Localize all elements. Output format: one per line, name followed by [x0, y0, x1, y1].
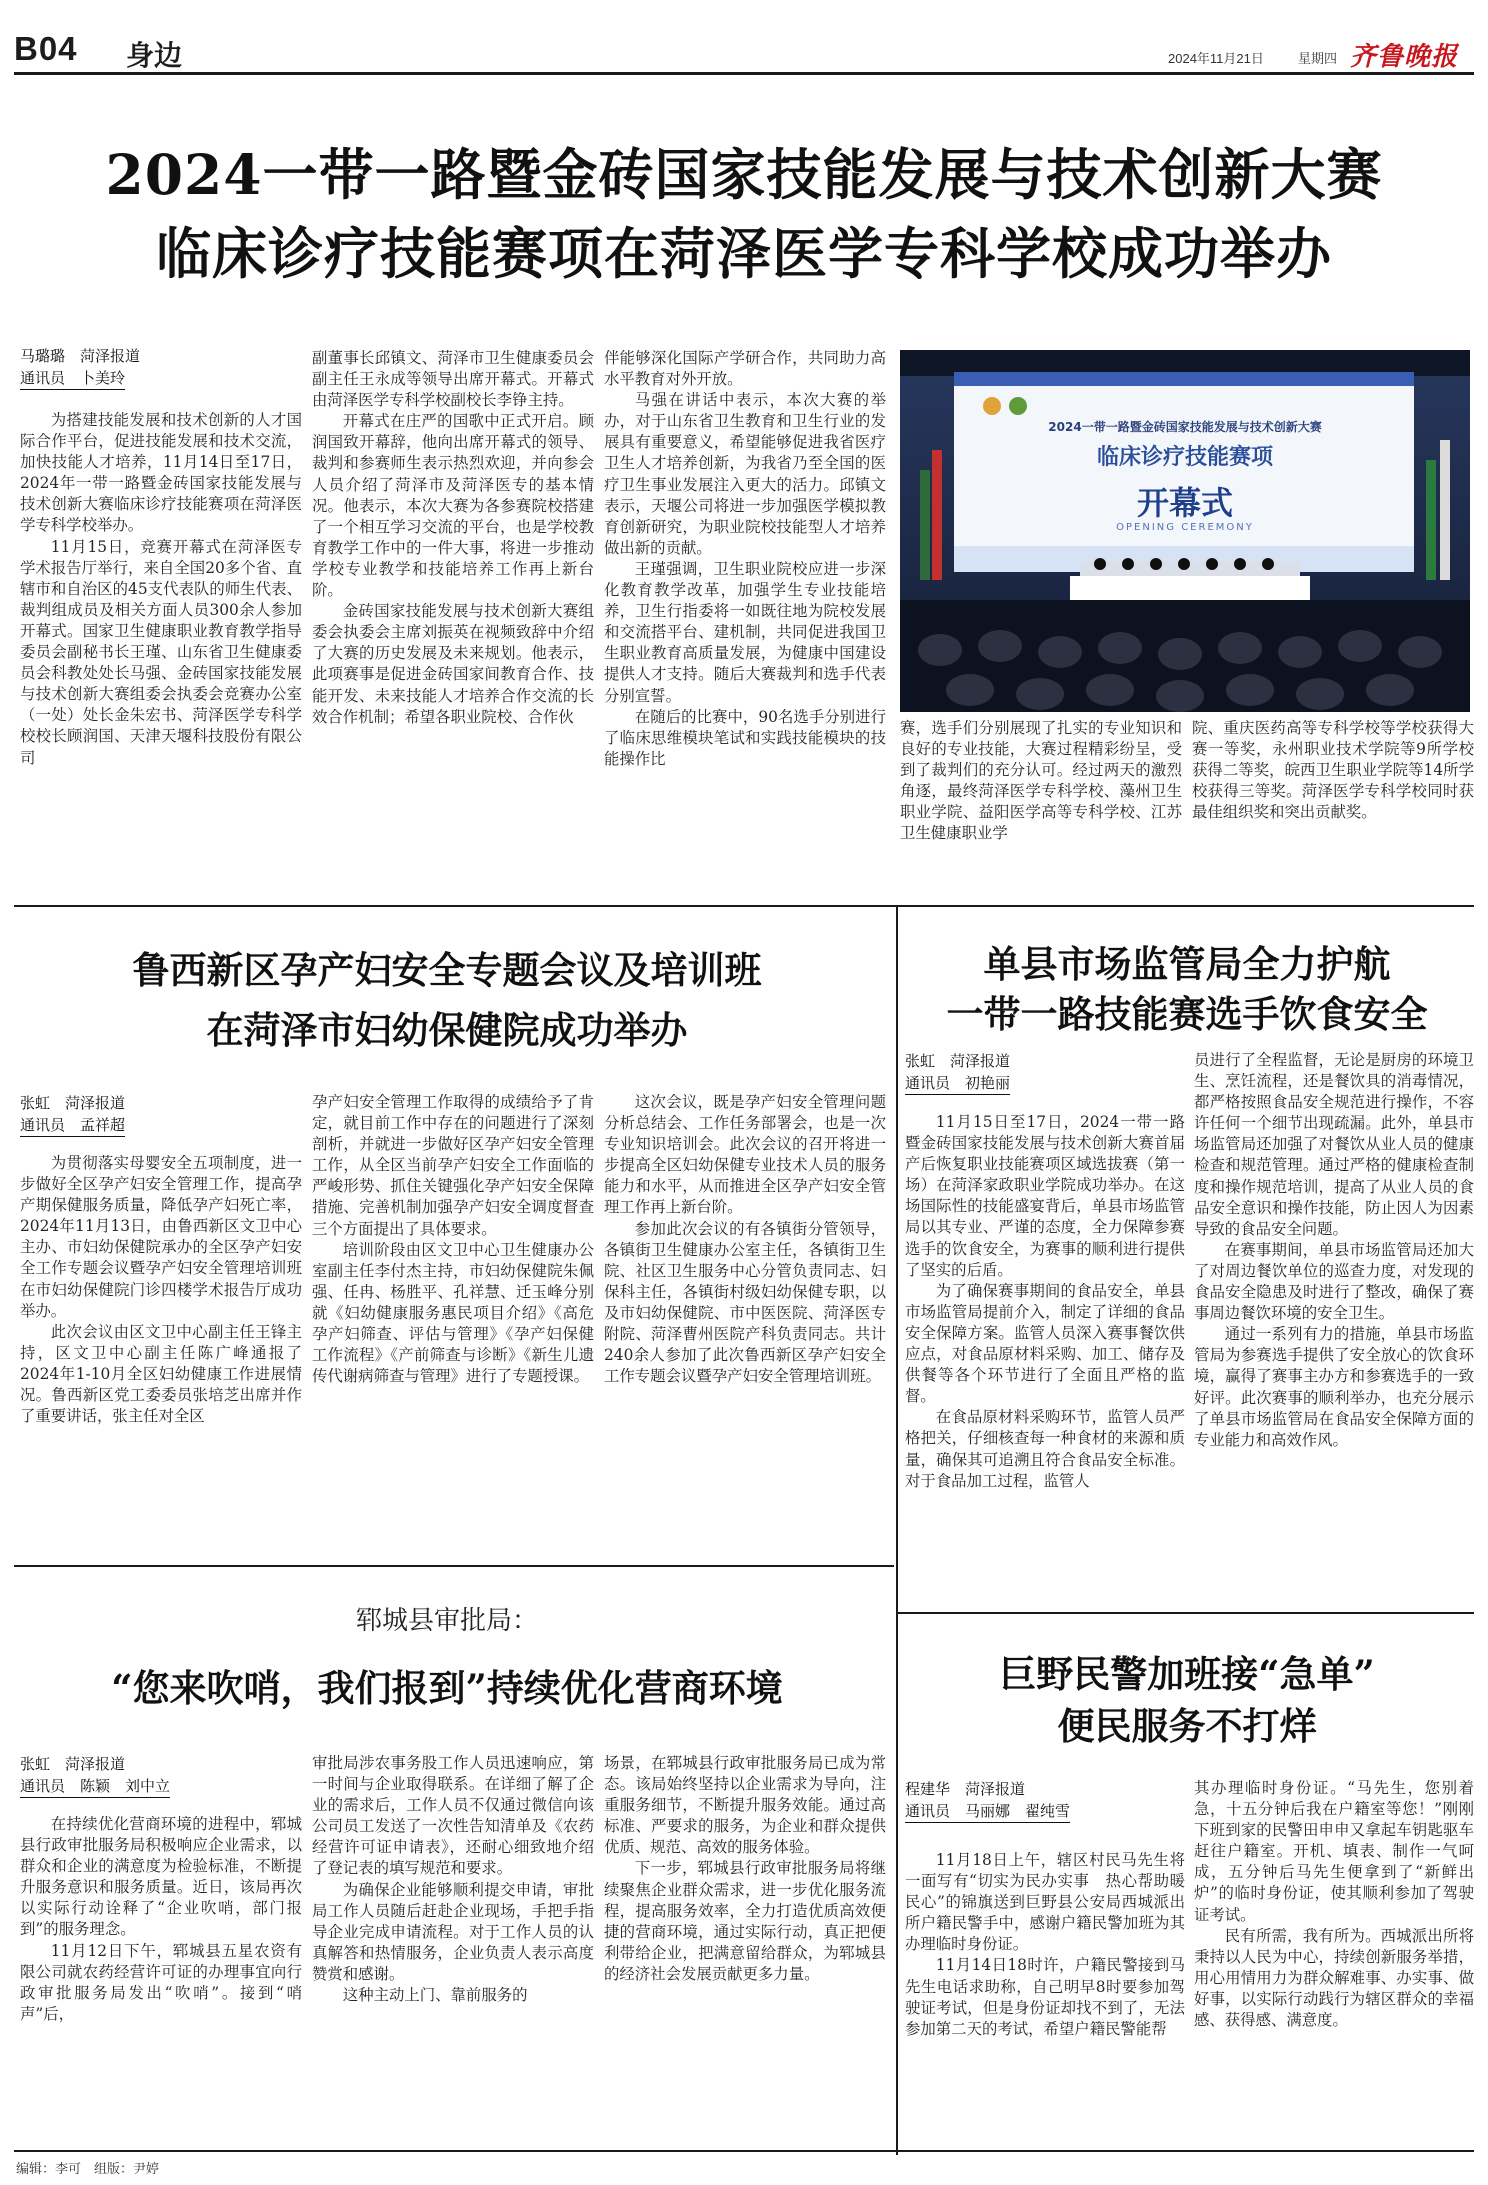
paragraph: 赛，选手们分别展现了扎实的专业知识和良好的专业技能，大赛过程精彩纷呈，受到了裁判们的充分认可。经过两天的激烈角逐，最终菏泽医学专科学校、藻州卫生职业学院、益阳医学高等专科学校、江苏卫生健康职业学 [900, 719, 1182, 843]
paragraph: 这种主动上门、靠前服务的 [342, 1986, 528, 2005]
paragraph: 在持续优化营商环境的进程中，郓城县行政审批服务局积极响应企业需求，以群众和企业的满意度为检验标准，不断提升服务意识和服务质量。近日，该局再次以实际行动诠释了“企业吹哨，部门报到”的服务理念。 [20, 1815, 302, 1939]
article2-column-3 [604, 1092, 886, 1548]
paragraph: 审批局涉农事务股工作人员迅速响应，第一时间与企业取得联系。在详细了解了企业的需求后，工作人员不仅通过微信向该公司员工发送了一次性告知清单及《农药经营许可证申请表》，还耐心细致地介绍了登记表的填写规范和要求。 [312, 1754, 594, 1878]
article1-column-5 [1192, 718, 1474, 888]
paragraph: 开幕式在庄严的国歌中正式开启。顾润国致开幕辞，他向出席开幕式的领导、裁判和参赛师生表示热烈欢迎，并向参会人员介绍了菏泽市及菏泽医专的基本情况。他表示，本次大赛为各参赛院校搭建了一个相互学习交流的平台，也是学校教育教学工作中的一件大事，将进一步推动学校专业教学和技能培养工作再上新台阶。 [312, 412, 594, 600]
banner-text-3: 开幕式 [1136, 484, 1233, 522]
paragraph: 员进行了全程监督，无论是厨房的环境卫生、烹饪流程，还是餐饮具的消毒情况，都严格按照食品安全规范进行操作，不容许任何一个细节出现疏漏。此外，单县市场监管局还加强了对餐饮从业人员的健康检查和规范管理。通过严格的健康检查制度和操作规范培训，提高了从业人员的食品安全意识和操作技能，防止因人为因素导致的食品安全问题。 [1194, 1051, 1474, 1238]
article5-column-2 [1194, 1778, 1474, 2126]
article2-column-1 [20, 1153, 302, 1548]
paragraph: 11月15日，竞赛开幕式在菏泽医专学术报告厅举行，来自全国20多个省、直辖市和自治区的45支代表队的师生代表、裁判组成员及相关方面人员300余人参加开幕式。国家卫生健康职业教育教学指导委员会副秘书长王瑾、山东省卫生健康委员会科教处处长马强、金砖国家技能发展与技术创新大赛组委会执委会竞赛办公室（一处）处长金朱宏书、菏泽医学专科学校校长顾润国、天津天堰科技股份有限公司 [20, 537, 302, 767]
article4-kicker: 郓城县审批局： [355, 1606, 538, 1636]
paragraph: 11月12日下午，郓城县五星农资有限公司就农药经营许可证的办理事宜向行政审批服务局发出“吹哨”。接到“哨声”后， [20, 1941, 302, 2023]
article3-byline [905, 1050, 1180, 1095]
paragraph: 场景，在郓城县行政审批服务局已成为常态。该局始终坚持以企业需求为导向，注重服务细节，不断提升服务效能。通过高标准、严要求的服务，为企业和群众提供优质、规范、高效的服务体验。 [604, 1754, 886, 1857]
paragraph: 为确保企业能够顺利提交申请，审批局工作人员随后赶赴企业现场，手把手指导企业完成申请流程。对于工作人员的认真解答和热情服务，企业负责人表示高度赞赏和感谢。 [312, 1880, 594, 1983]
issue-weekday: 星期四 [1298, 51, 1338, 66]
article2-column-2 [312, 1092, 594, 1548]
banner-text-4: OPENING CEREMONY [1116, 522, 1254, 533]
article3-title-line2: 一带一路技能赛选手饮食安全 [946, 992, 1428, 1036]
section-name: 身边 [126, 39, 183, 72]
paragraph: 这次会议，既是孕产妇安全管理问题分析总结会、工作任务部署会，也是一次专业知识培训会。此次会议的召开将进一步提高全区妇幼保健专业技术人员的服务能力和水平，从而推进全区孕产妇安全管理工作再上新台阶。 [604, 1093, 886, 1217]
byline-reporter: 张虹 菏泽报道 [20, 1755, 126, 1773]
article4-column-1 [20, 1814, 302, 2126]
paragraph: 通过一系列有力的措施，单县市场监管局为参赛选手提供了安全放心的饮食环境，赢得了赛事主办方和参赛选手的一致好评。此次赛事的顺利举办，也充分展示了单县市场监管局在食品安全保障方面的专业能力和高效作风。 [1194, 1325, 1474, 1449]
article1-title-line1: 2024一带一路暨金砖国家技能发展与技术创新大赛 [105, 142, 1383, 207]
byline-correspondent: 通讯员 马丽娜 翟纯雪 [905, 1800, 1070, 1823]
article4-column-3 [604, 1753, 886, 2126]
paragraph: 下一步，郓城县行政审批服务局将继续聚焦企业群众需求，进一步优化服务流程，提高服务效率，全力打造优质高效便捷的营商环境，通过实际行动，真正把便利带给企业，把满意留给群众，为郓城县的经济社会发展贡献更多力量。 [604, 1859, 886, 1983]
article2-title-line1: 鲁西新区孕产妇安全专题会议及培训班 [132, 948, 762, 992]
paragraph: 在赛事期间，单县市场监管局还加大了对周边餐饮单位的巡查力度，对发现的食品安全隐患及时进行了整改，确保了赛事周边餐饮环境的安全卫生。 [1194, 1240, 1474, 1323]
article5-title-line1: 巨野民警加班接“急单” [999, 1652, 1375, 1696]
paragraph: 王瑾强调，卫生职业院校应进一步深化教育教学改革，加强学生专业技能培养，卫生行指委将一如既往地为院校发展和交流搭平台、建机制，共同促进我国卫生职业教育高质量发展，为健康中国建设提供人才支持。随后大赛裁判和选手代表分别宣誓。 [604, 559, 886, 705]
article1-column-2 [312, 348, 594, 888]
byline-correspondent: 通讯员 孟祥超 [20, 1114, 125, 1137]
paragraph: 为了确保赛事期间的食品安全，单县市场监管局提前介入，制定了详细的食品安全保障方案。监管人员深入赛事餐饮供应点，对食品原材料采购、加工、储存及供餐等各个环节进行了全面且严格的监督。 [905, 1281, 1185, 1406]
article5-title-line2: 便民服务不打烊 [1057, 1704, 1317, 1748]
article2-title-line2: 在菏泽市妇幼保健院成功举办 [206, 1008, 688, 1052]
paragraph: 参加此次会议的有各镇街分管领导，各镇街卫生健康办公室主任，各镇街卫生院、社区卫生服务中心分管负责同志、妇保科主任，各镇街村级妇幼保健专职，以及市妇幼保健院、市中医医院、菏泽医专附院、菏泽曹州医院产科负责同志。共计240余人参加了此次鲁西新区孕产妇安全工作专题会议暨孕产妇安全管理培训班。 [604, 1219, 886, 1386]
article1-column-4 [900, 718, 1182, 888]
paragraph: 此次会议由区文卫中心副主任王锋主持，区文卫中心副主任陈广峰通报了2024年1-10月全区妇幼健康工作进展情况。鲁西新区党工委委员张培芝出席并作了重要讲话，张主任对全区 [20, 1322, 302, 1426]
banner-text-2: 临床诊疗技能赛项 [1096, 445, 1273, 470]
paragraph: 在食品原材料采购环节，监管人员严格把关，仔细核查每一种食材的来源和质量，确保其可追溯且符合食品安全标准。对于食品加工过程，监管人 [905, 1408, 1185, 1490]
paragraph: 其办理临时身份证。“马先生，您别着急，十五分钟后我在户籍室等您！”刚刚下班到家的民警田申申又拿起车钥匙驱车赶往户籍室。开机、填表、制作一气呵成，五分钟后马先生便拿到了“新鲜出炉”的临时身份证，使其顺利参加了驾驶证考试。 [1194, 1779, 1474, 1924]
byline-correspondent: 通讯员 卜美玲 [20, 367, 125, 390]
footer-rule [14, 2150, 1474, 2152]
article5-column-1 [905, 1850, 1185, 2126]
paragraph: 11月14日18时许，户籍民警接到马先生电话求助称，自己明早8时要参加驾驶证考试，但是身份证却找不到了，无法参加第二天的考试，希望户籍民警能帮 [905, 1956, 1185, 2038]
article1-byline [20, 345, 300, 390]
column-divider [896, 905, 898, 2155]
article2-byline [20, 1092, 300, 1137]
article1-title-line2: 临床诊疗技能赛项在菏泽医学专科学校成功举办 [155, 221, 1332, 286]
paragraph: 为贯彻落实母婴安全五项制度，进一步做好全区孕产妇安全管理工作，提高孕产期保健服务质量，降低孕产妇死亡率，2024年11月13日，由鲁西新区文卫中心主办、市妇幼保健院承办的全区孕产妇安全工作专题会议暨孕产妇安全管理培训班在市妇幼保健院门诊四楼学术报告厅成功举办。 [20, 1154, 302, 1320]
paragraph: 孕产妇安全管理工作取得的成绩给予了肯定，就目前工作中存在的问题进行了深刻剖析，并就进一步做好区孕产妇安全管理工作，从全区当前孕产妇安全工作面临的严峻形势、抓住关键强化孕产妇安全保障措施、完善机制加强孕产妇安全调度督查三个方面提出了具体要求。 [312, 1093, 594, 1238]
paragraph: 为搭建技能发展和技术创新的人才国际合作平台，促进技能发展和技术交流，加快技能人才培养，11月14日至17日，2024年一带一路暨金砖国家技能发展与技术创新大赛临床诊疗技能赛项在菏泽医学专科学校举办。 [20, 411, 302, 535]
byline-reporter: 马璐璐 菏泽报道 [20, 347, 141, 365]
article3-column-1 [905, 1112, 1185, 1597]
article3-title-line1: 单县市场监管局全力护航 [983, 942, 1391, 986]
article4-byline [20, 1753, 300, 1798]
page-number: B04 [14, 30, 78, 67]
byline-reporter: 程建华 菏泽报道 [905, 1780, 1026, 1798]
divider [14, 905, 1474, 907]
issue-date: 2024年11月21日 [1168, 51, 1264, 66]
footer-editor: 编辑：李可 组版：尹婷 [16, 2161, 160, 2176]
opening-ceremony-photo [900, 350, 1470, 712]
paragraph: 民有所需，我有所为。西城派出所将秉持以人民为中心，持续创新服务举措，用心用情用力为群众解难事、办实事、做好事，以实际行动践行为辖区群众的幸福感、获得感、满意度。 [1194, 1926, 1474, 2030]
newspaper-logo: 齐鲁晚报 [1350, 42, 1459, 72]
paragraph: 马强在讲话中表示，本次大赛的举办，对于山东省卫生教育和卫生行业的发展具有重要意义，希望能够促进我省医疗卫生人才培养创新，为我省乃至全国的医疗卫生事业发展注入更大的活力。邱镇文表示，天堰公司将进一步加强医学模拟教育创新研究，为职业院校技能型人才培养做出新的贡献。 [604, 391, 886, 557]
banner-text-1: 2024一带一路暨金砖国家技能发展与技术创新大赛 [1048, 420, 1322, 434]
article3-column-2 [1194, 1050, 1474, 1597]
paragraph: 在随后的比赛中，90名选手分别进行了临床思维模块笔试和实践技能模块的技能操作比 [604, 707, 886, 768]
article4-title: “您来吹哨，我们报到”持续优化营商环境 [111, 1666, 783, 1710]
divider [898, 1612, 1474, 1614]
byline-reporter: 张虹 菏泽报道 [905, 1052, 1011, 1070]
paragraph: 金砖国家技能发展与技术创新大赛组委会执委会主席刘振英在视频致辞中介绍了大赛的历史发展及未来规划。他表示，此项赛事是促进金砖国家间教育合作、技能开发、未来技能人才培养合作交流的长效合作机制；希望各职业院校、合作伙 [312, 602, 594, 726]
article1-column-3 [604, 348, 886, 888]
masthead-rule [14, 72, 1474, 75]
divider [14, 1565, 894, 1567]
article5-byline [905, 1778, 1185, 1823]
paragraph: 培训阶段由区文卫中心卫生健康办公室副主任李付杰主持，市妇幼保健院朱佩强、任冉、杨胜平、孔祥慧、迁玉峰分别就《妇幼健康服务惠民项目介绍》《高危孕产妇筛查、评估与管理》《孕产妇保健工作流程》《产前筛查与诊断》《新生儿遗传代谢病筛查与管理》进行了专题授课。 [312, 1240, 594, 1386]
byline-correspondent: 通讯员 初艳丽 [905, 1072, 1010, 1095]
paragraph: 院、重庆医药高等专科学校等学校获得大赛一等奖，永州职业技术学院等9所学校获得二等奖，皖西卫生职业学院等14所学校获得三等奖。菏泽医学专科学校同时获最佳组织奖和突出贡献奖。 [1192, 719, 1474, 822]
paragraph: 11月15日至17日，2024一带一路暨金砖国家技能发展与技术创新大赛首届产后恢复职业技能赛项区域选拔赛（第一场）在菏泽家政职业学院成功举办。在这场国际性的技能盛宴背后，单县市场监管局以其专业、严谨的态度，全力保障参赛选手的饮食安全，为赛事的顺利进行提供了坚实的后盾。 [905, 1113, 1185, 1279]
article4-column-2 [312, 1753, 594, 2126]
paragraph: 11月18日上午，辖区村民马先生将一面写有“切实为民办实事 热心帮助暖民心”的锦旗送到巨野县公安局西城派出所户籍民警手中，感谢户籍民警加班为其办理临时身份证。 [905, 1851, 1185, 1954]
byline-reporter: 张虹 菏泽报道 [20, 1094, 126, 1112]
paragraph: 副董事长邱镇文、菏泽市卫生健康委员会副主任王永成等领导出席开幕式。开幕式由菏泽医学专科学校副校长李铮主持。 [312, 349, 594, 410]
byline-correspondent: 通讯员 陈颖 刘中立 [20, 1775, 170, 1798]
paragraph: 伴能够深化国际产学研合作，共同助力高水平教育对外开放。 [604, 349, 886, 389]
article1-column-1 [20, 410, 302, 888]
